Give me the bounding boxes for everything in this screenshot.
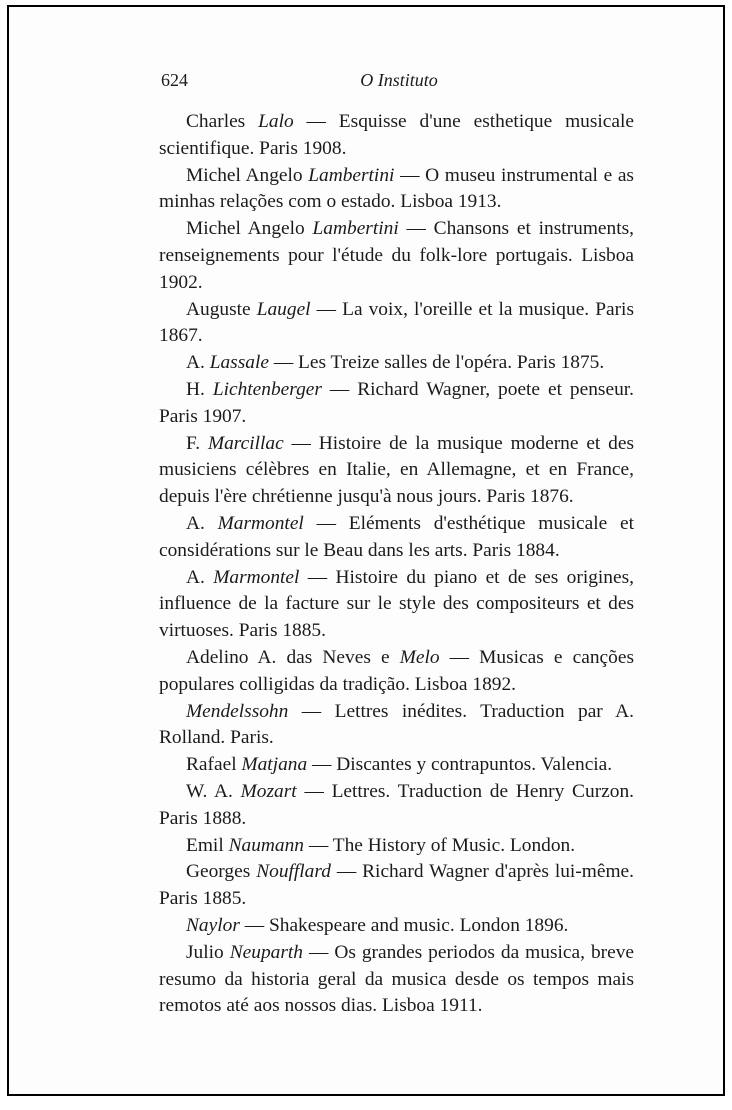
entry-author: Marmontel xyxy=(217,512,304,534)
entry-prefix: F. xyxy=(186,432,208,454)
bibliography-entry xyxy=(159,913,634,940)
entry-text: — Discantes y contrapuntos. Valencia. xyxy=(307,754,613,776)
entry-text: — Shakespeare and music. London 1896. xyxy=(239,914,569,936)
running-title: O Instituto xyxy=(360,70,438,90)
page-number: 624 xyxy=(161,70,188,90)
entry-text: — Histoire du piano et de ses origines, influence de la facture sur le style des compositeurs et des virtuoses. Paris 1885. xyxy=(159,566,634,642)
entry-author: Lichtenberger xyxy=(212,378,322,400)
bibliography-entry xyxy=(159,940,634,1020)
bibliography-entry xyxy=(159,699,634,753)
entry-author: Matjana xyxy=(241,754,308,776)
entry-prefix: Julio xyxy=(186,941,230,963)
entry-prefix: Georges xyxy=(186,861,257,883)
entry-text: — The History of Music. London. xyxy=(303,834,576,856)
entry-text: — Os grandes periodos da musica, breve resumo da historia geral da musica desde os tempos mais remotos até aos nossos dias. Lisboa 1911. xyxy=(159,941,635,1017)
entry-author: Laugel xyxy=(256,298,311,320)
bibliography-entry xyxy=(159,645,634,699)
entry-author: Marcillac xyxy=(207,432,284,454)
entry-prefix: Michel Angelo xyxy=(186,218,313,240)
entry-text: — Lettres. Traduction de Henry Curzon. Paris 1888. xyxy=(159,780,634,829)
entry-prefix: Emil xyxy=(186,834,229,856)
entry-prefix: Adelino A. das Neves e xyxy=(186,646,400,668)
bibliography-entry xyxy=(159,109,634,163)
entry-prefix: Auguste xyxy=(186,298,257,320)
entry-author: Naumann xyxy=(228,834,304,856)
entry-text: — O museu instrumental e as minhas relações com o estado. Lisboa 1913. xyxy=(159,164,634,213)
entry-text: — Les Treize salles de l'opéra. Paris 1875. xyxy=(268,352,605,374)
page-header xyxy=(159,70,639,94)
entry-author: Lalo xyxy=(258,111,294,132)
entry-author: Mendelssohn xyxy=(186,700,289,722)
entry-author: Lassale xyxy=(209,352,269,374)
entry-prefix: H. xyxy=(186,378,213,400)
entry-text: — Histoire de la musique moderne et des musiciens célèbres en Italie, en Allemagne, et en France, depuis l'ère chrétienne jusqu'à nous jours. Paris 1876. xyxy=(159,432,635,508)
bibliography-entry xyxy=(159,859,634,913)
bibliography-entry xyxy=(159,297,634,351)
entry-prefix: Rafael xyxy=(186,754,242,776)
entry-prefix: A. xyxy=(186,566,214,588)
entry-text: — Richard Wagner, poete et penseur. Paris 1907. xyxy=(159,378,635,427)
entry-text: — Esquisse d'une esthetique musicale scientifique. Paris 1908. xyxy=(159,111,634,159)
entry-text: — Eléments d'esthétique musicale et considérations sur le Beau dans les arts. Paris 1884. xyxy=(159,512,634,561)
entry-author: Mozart xyxy=(240,780,297,802)
bibliography-list xyxy=(159,109,634,1020)
entry-author: Lambertini xyxy=(312,218,399,240)
entry-text: — Chansons et instruments, renseignements pour l'étude du folk-lore portugais. Lisboa 1902. xyxy=(159,218,634,293)
bibliography-entry xyxy=(159,431,634,511)
entry-author: Marmontel xyxy=(213,566,300,588)
entry-prefix: W. A. xyxy=(186,780,241,802)
entry-text: — Musicas e canções populares colligidas da tradição. Lisboa 1892. xyxy=(159,646,634,695)
entry-prefix: A. xyxy=(186,352,210,374)
entry-text: — Lettres inédites. Traduction par A. Rolland. Paris. xyxy=(159,700,634,749)
bibliography-entry xyxy=(159,350,634,377)
bibliography-entry xyxy=(159,163,634,217)
bibliography-entry xyxy=(159,779,634,833)
bibliography-entry xyxy=(159,752,634,779)
entry-prefix: A. xyxy=(186,512,218,534)
entry-author: Naylor xyxy=(186,914,240,936)
book-page xyxy=(7,5,725,1096)
bibliography-entry xyxy=(159,565,634,645)
entry-author: Lambertini xyxy=(308,164,395,186)
entry-prefix: Michel Angelo xyxy=(186,164,309,186)
entry-text: — Richard Wagner d'après lui-même. Paris 1885. xyxy=(159,861,634,910)
entry-prefix: Charles xyxy=(186,111,259,132)
bibliography-entry xyxy=(159,833,634,860)
entry-text: — La voix, l'oreille et la musique. Paris 1867. xyxy=(159,298,634,347)
bibliography-entry xyxy=(159,511,634,565)
entry-author: Noufflard xyxy=(256,861,331,883)
bibliography-entry xyxy=(159,377,634,431)
bibliography-entry xyxy=(159,216,634,296)
entry-author: Melo xyxy=(399,646,440,668)
entry-author: Neuparth xyxy=(229,941,303,963)
